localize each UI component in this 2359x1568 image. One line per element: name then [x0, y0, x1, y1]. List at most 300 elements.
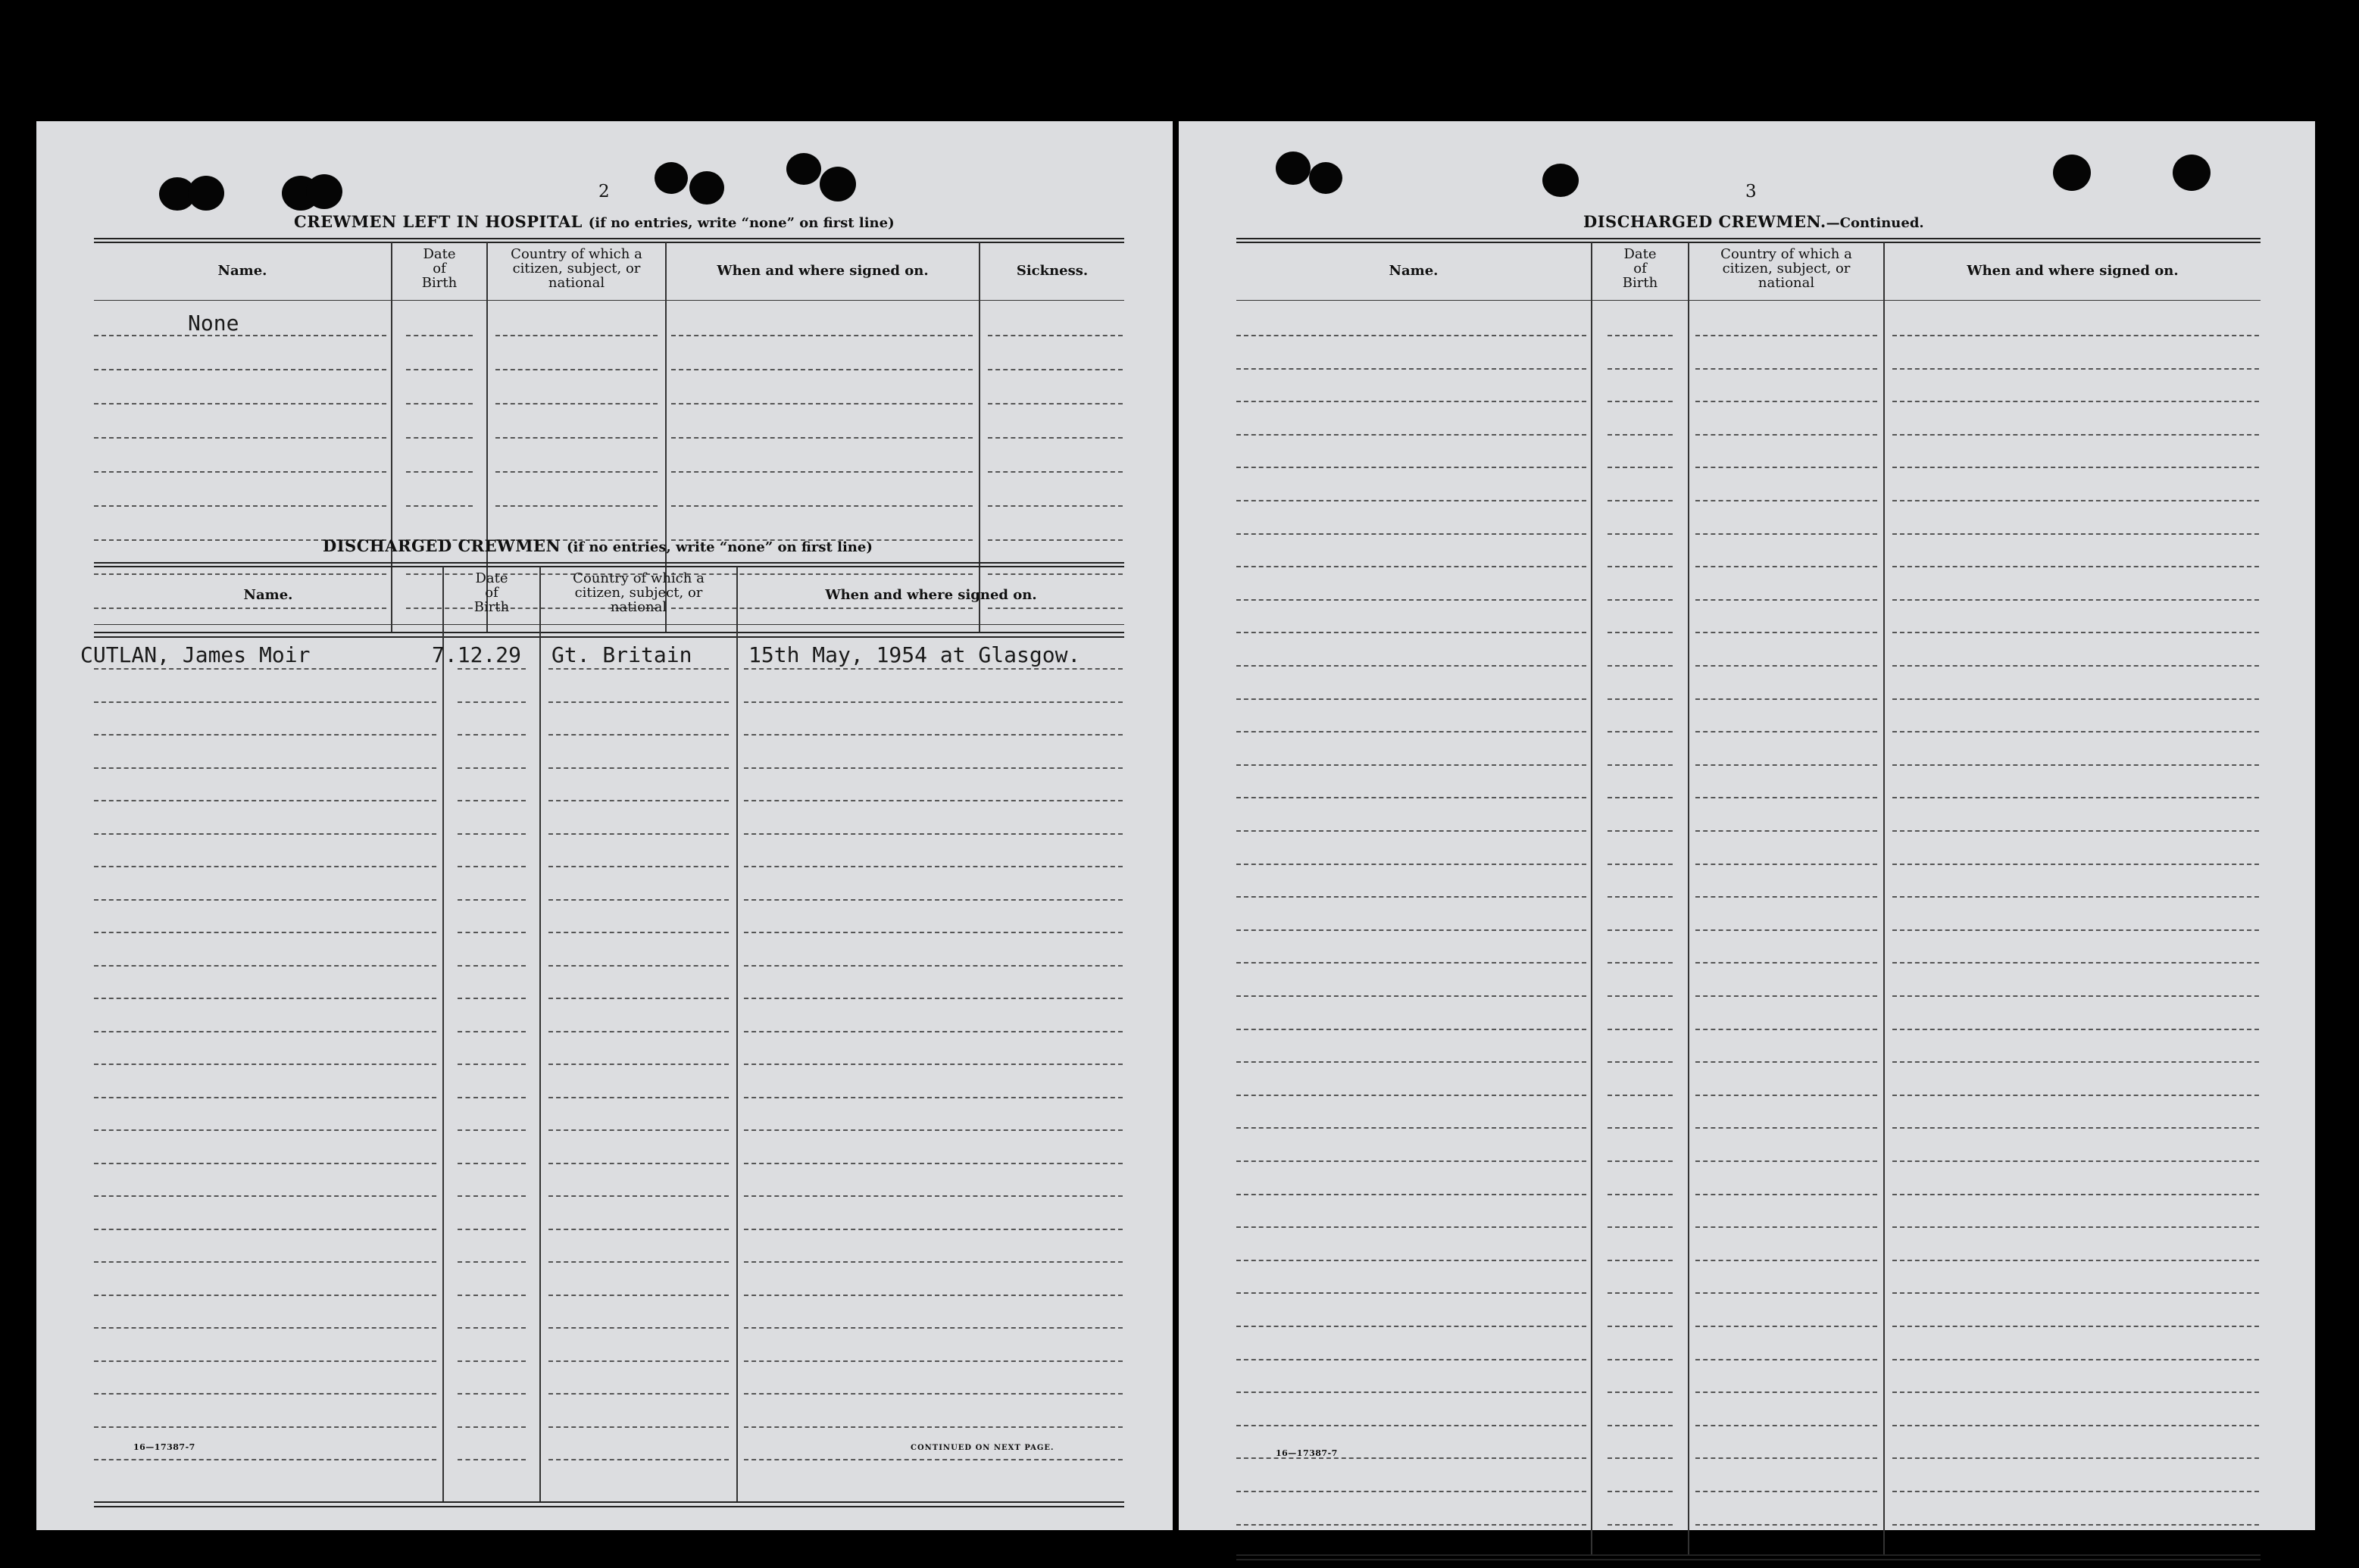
ruled-line	[1236, 731, 1586, 732]
ruled-line	[1892, 1127, 2259, 1129]
ruled-line	[458, 1129, 526, 1131]
ruled-line	[94, 505, 386, 507]
ruled-line	[1892, 864, 2259, 865]
ruled-line	[458, 965, 526, 967]
ruled-line	[94, 1393, 436, 1395]
ruled-line	[1236, 830, 1586, 832]
punch-hole	[689, 171, 724, 205]
ruled-line	[406, 369, 473, 370]
ruled-line	[495, 471, 658, 473]
ruled-line	[671, 437, 973, 439]
ruled-line	[1608, 1491, 1673, 1492]
ruled-line	[1695, 764, 1877, 766]
ruled-line	[1236, 1425, 1586, 1426]
ruled-line	[1236, 1194, 1586, 1195]
ruled-line	[1236, 962, 1586, 964]
ruled-line	[1695, 434, 1877, 436]
ruled-line	[744, 932, 1123, 933]
ruled-line	[94, 1064, 436, 1065]
ruled-line	[1608, 797, 1673, 798]
ruled-line	[1892, 599, 2259, 601]
ruled-line	[744, 1195, 1123, 1197]
ruled-line	[1608, 1260, 1673, 1261]
ruled-line	[548, 701, 729, 703]
ruled-line	[548, 965, 729, 967]
ruled-line	[988, 471, 1123, 473]
ruled-line	[1695, 1061, 1877, 1063]
ruled-line	[1892, 401, 2259, 402]
ruled-line	[744, 1459, 1123, 1460]
column-header-date-of-birth: Date of Birth	[1622, 246, 1658, 291]
ruled-line	[1608, 1524, 1673, 1526]
ruled-line	[406, 335, 473, 336]
ruled-line	[1236, 467, 1586, 468]
ruled-line	[94, 369, 386, 370]
ruled-line	[1892, 1226, 2259, 1228]
ruled-line	[1892, 1524, 2259, 1526]
ruled-line	[744, 1064, 1123, 1065]
ruled-line	[744, 1295, 1123, 1296]
ruled-line	[744, 1097, 1123, 1098]
ruled-line	[1695, 1226, 1877, 1228]
ruled-line	[94, 1295, 436, 1296]
ruled-line	[1695, 1491, 1877, 1492]
ruled-line	[458, 1459, 526, 1460]
ruled-line	[1892, 632, 2259, 633]
ruled-line	[744, 668, 1123, 670]
ruled-line	[1236, 434, 1586, 436]
ruled-line	[94, 1097, 436, 1098]
ruled-line	[1695, 731, 1877, 732]
discharged-continued-table	[1236, 238, 2261, 1568]
ruled-line	[1892, 665, 2259, 667]
ruled-line	[406, 505, 473, 507]
ruled-line	[1608, 1095, 1673, 1096]
ruled-line	[1695, 1160, 1877, 1162]
ruled-line	[1608, 1457, 1673, 1459]
ruled-line	[1608, 929, 1673, 931]
ruled-line	[1695, 995, 1877, 997]
ruled-line	[1236, 1292, 1586, 1294]
ruled-line	[744, 701, 1123, 703]
column-header-date-of-birth: Date of Birth	[473, 570, 510, 615]
ruled-line	[1695, 1029, 1877, 1030]
ruled-line	[1695, 1127, 1877, 1129]
ruled-line	[1236, 599, 1586, 601]
ruled-line	[988, 505, 1123, 507]
discharged-continued-title: DISCHARGED CREWMEN.—Continued.	[1583, 212, 1924, 231]
ruled-line	[1236, 533, 1586, 535]
ruled-line	[1695, 335, 1877, 336]
column-header-name: Name.	[1389, 263, 1439, 279]
column-header-country: Country of which a citizen, subject, or national	[1720, 246, 1852, 291]
ruled-line	[671, 505, 973, 507]
ruled-line	[1236, 1524, 1586, 1526]
ruled-line	[94, 965, 436, 967]
ruled-line	[671, 471, 973, 473]
ruled-line	[94, 1163, 436, 1164]
ruled-line	[1892, 533, 2259, 535]
ruled-line	[744, 1229, 1123, 1230]
ruled-line	[1892, 1292, 2259, 1294]
ruled-line	[744, 1031, 1123, 1032]
ruled-line	[744, 965, 1123, 967]
continued-note: CONTINUED ON NEXT PAGE.	[911, 1444, 1055, 1452]
ruled-line	[744, 1261, 1123, 1263]
discharged-section-title: DISCHARGED CREWMEN (if no entries, write “none” on first line)	[323, 536, 873, 555]
ruled-line	[744, 767, 1123, 769]
ruled-line	[1695, 533, 1877, 535]
ruled-line	[1695, 599, 1877, 601]
ruled-line	[548, 1459, 729, 1460]
ruled-line	[744, 734, 1123, 736]
ruled-line	[988, 437, 1123, 439]
ruled-line	[548, 767, 729, 769]
ruled-line	[94, 1360, 436, 1362]
page-number: 2	[598, 182, 610, 201]
ruled-line	[1608, 1425, 1673, 1426]
ruled-line	[1892, 335, 2259, 336]
ruled-line	[1608, 1359, 1673, 1360]
ruled-line	[495, 369, 658, 370]
ruled-line	[1608, 1392, 1673, 1393]
ruled-line	[458, 1261, 526, 1263]
ruled-line	[548, 668, 729, 670]
ruled-line	[1608, 1127, 1673, 1129]
ruled-line	[1695, 698, 1877, 700]
right-page	[1179, 121, 2315, 1530]
ruled-line	[94, 1327, 436, 1329]
ruled-line	[1608, 698, 1673, 700]
ruled-line	[548, 734, 729, 736]
ruled-line	[1695, 1425, 1877, 1426]
ruled-line	[1892, 1260, 2259, 1261]
ruled-line	[1892, 368, 2259, 370]
ruled-line	[671, 369, 973, 370]
left-page	[36, 121, 1173, 1530]
ruled-line	[548, 800, 729, 801]
ruled-line	[94, 471, 386, 473]
ruled-line	[1236, 566, 1586, 567]
ruled-line	[744, 833, 1123, 835]
ruled-line	[744, 1426, 1123, 1428]
ruled-line	[94, 932, 436, 933]
discharged-table	[80, 562, 1124, 1507]
punch-hole	[1542, 164, 1579, 197]
ruled-line	[744, 1163, 1123, 1164]
ruled-line	[1892, 962, 2259, 964]
column-header-country: Country of which a citizen, subject, or national	[573, 570, 705, 615]
ruled-line	[1608, 764, 1673, 766]
ruled-line	[458, 998, 526, 999]
ruled-line	[1608, 962, 1673, 964]
ruled-line	[1892, 1457, 2259, 1459]
ruled-line	[94, 668, 436, 670]
ruled-line	[1892, 566, 2259, 567]
ruled-line	[1236, 368, 1586, 370]
ruled-line	[495, 505, 658, 507]
ruled-line	[406, 471, 473, 473]
ruled-line	[1236, 1029, 1586, 1030]
ruled-line	[458, 866, 526, 867]
ruled-line	[458, 1195, 526, 1197]
column-header-sickness: Sickness.	[1016, 263, 1089, 279]
ruled-line	[1236, 896, 1586, 898]
ruled-line	[1236, 1260, 1586, 1261]
ruled-line	[744, 1327, 1123, 1329]
ruled-line	[495, 335, 658, 336]
ruled-line	[1695, 566, 1877, 567]
ruled-line	[458, 1064, 526, 1065]
ruled-line	[1695, 896, 1877, 898]
ruled-line	[94, 1229, 436, 1230]
ruled-line	[1236, 1392, 1586, 1393]
ruled-line	[1695, 401, 1877, 402]
ruled-line	[1236, 401, 1586, 402]
punch-hole	[1309, 162, 1342, 194]
form-number: 16—17387-7	[1276, 1448, 1338, 1458]
ruled-line	[1695, 1194, 1877, 1195]
ruled-line	[548, 1393, 729, 1395]
punch-hole	[1276, 151, 1311, 185]
ruled-line	[406, 437, 473, 439]
ruled-line	[94, 734, 436, 736]
punch-hole	[2053, 155, 2091, 191]
ruled-line	[1892, 1491, 2259, 1492]
ruled-line	[1608, 1029, 1673, 1030]
ruled-line	[548, 1327, 729, 1329]
ruled-line	[1608, 1194, 1673, 1195]
ruled-line	[94, 899, 436, 901]
column-header-date-of-birth: Date of Birth	[421, 246, 458, 291]
ruled-line	[94, 335, 386, 336]
ruled-line	[744, 1393, 1123, 1395]
ruled-line	[458, 1393, 526, 1395]
ruled-line	[1236, 335, 1586, 336]
ruled-line	[1608, 1160, 1673, 1162]
ruled-line	[548, 998, 729, 999]
ruled-line	[1892, 995, 2259, 997]
ruled-line	[548, 1064, 729, 1065]
ruled-line	[1236, 1095, 1586, 1096]
ruled-line	[988, 335, 1123, 336]
ruled-line	[1608, 434, 1673, 436]
punch-hole	[820, 167, 856, 201]
ruled-line	[1695, 1359, 1877, 1360]
ruled-line	[1236, 1226, 1586, 1228]
ruled-line	[1892, 1392, 2259, 1393]
ruled-line	[1695, 1095, 1877, 1096]
ruled-line	[94, 437, 386, 439]
ruled-line	[1892, 764, 2259, 766]
ruled-line	[94, 800, 436, 801]
ruled-line	[458, 1229, 526, 1230]
ruled-line	[744, 866, 1123, 867]
punch-hole	[786, 153, 821, 185]
ruled-line	[548, 866, 729, 867]
ruled-line	[1892, 929, 2259, 931]
ruled-line	[1892, 1160, 2259, 1162]
ruled-line	[548, 1031, 729, 1032]
ruled-line	[1695, 1260, 1877, 1261]
ruled-line	[458, 701, 526, 703]
ruled-line	[458, 1295, 526, 1296]
ruled-line	[1695, 797, 1877, 798]
punch-hole	[2173, 155, 2211, 191]
ruled-line	[1608, 401, 1673, 402]
ruled-line	[548, 1195, 729, 1197]
ruled-line	[1695, 368, 1877, 370]
ruled-line	[1695, 1392, 1877, 1393]
ruled-line	[988, 369, 1123, 370]
ruled-line	[94, 998, 436, 999]
ruled-line	[94, 403, 386, 404]
ruled-line	[1695, 962, 1877, 964]
ruled-line	[1608, 1292, 1673, 1294]
ruled-line	[1236, 698, 1586, 700]
ruled-line	[94, 866, 436, 867]
ruled-line	[1892, 797, 2259, 798]
ruled-line	[458, 899, 526, 901]
ruled-line	[1608, 368, 1673, 370]
ruled-line	[548, 1360, 729, 1362]
discharged-entry-name: CUTLAN, James Moir	[80, 642, 311, 667]
ruled-line	[458, 1163, 526, 1164]
ruled-line	[548, 899, 729, 901]
ruled-line	[1892, 500, 2259, 501]
ruled-line	[1892, 1359, 2259, 1360]
ruled-line	[1892, 1095, 2259, 1096]
ruled-line	[458, 767, 526, 769]
ruled-line	[1695, 1524, 1877, 1526]
ruled-line	[94, 1195, 436, 1197]
column-header-signed-on: When and where signed on.	[1967, 263, 2179, 279]
ruled-line	[1236, 929, 1586, 931]
ruled-line	[1236, 1061, 1586, 1063]
ruled-line	[548, 1426, 729, 1428]
ruled-line	[458, 1031, 526, 1032]
ruled-line	[495, 437, 658, 439]
discharged-entry-country: Gt. Britain	[551, 642, 692, 667]
ruled-line	[1892, 434, 2259, 436]
ruled-line	[1892, 698, 2259, 700]
ruled-line	[988, 539, 1123, 541]
ruled-line	[1892, 1194, 2259, 1195]
ruled-line	[94, 767, 436, 769]
ruled-line	[744, 1360, 1123, 1362]
ruled-line	[1608, 1226, 1673, 1228]
ruled-line	[1608, 665, 1673, 667]
column-header-name: Name.	[217, 263, 267, 279]
ruled-line	[1892, 1326, 2259, 1327]
ruled-line	[1892, 896, 2259, 898]
ruled-line	[458, 734, 526, 736]
ruled-line	[1695, 1292, 1877, 1294]
ruled-line	[1236, 1326, 1586, 1327]
discharged-entry-date-of-birth: 7.12.29	[432, 642, 522, 667]
ruled-line	[1608, 896, 1673, 898]
hospital-section-title: CREWMEN LEFT IN HOSPITAL (if no entries, write “none” on first line)	[294, 212, 895, 231]
form-number: 16—17387-7	[133, 1442, 195, 1452]
punch-hole	[655, 162, 688, 194]
discharged-entry-signed-on: 15th May, 1954 at Glasgow.	[748, 642, 1081, 667]
ruled-line	[988, 403, 1123, 404]
ruled-line	[94, 1129, 436, 1131]
ruled-line	[495, 403, 658, 404]
ruled-line	[1236, 500, 1586, 501]
ruled-line	[1608, 632, 1673, 633]
ruled-line	[1695, 500, 1877, 501]
ruled-line	[744, 899, 1123, 901]
ruled-line	[1236, 1160, 1586, 1162]
ruled-line	[1892, 731, 2259, 732]
ruled-line	[1892, 830, 2259, 832]
ruled-line	[1695, 864, 1877, 865]
ruled-line	[1695, 665, 1877, 667]
ruled-line	[548, 833, 729, 835]
ruled-line	[671, 403, 973, 404]
ruled-line	[1608, 1061, 1673, 1063]
ruled-line	[1892, 467, 2259, 468]
ruled-line	[548, 932, 729, 933]
ruled-line	[1695, 1326, 1877, 1327]
ruled-line	[1236, 995, 1586, 997]
ruled-line	[548, 1097, 729, 1098]
ruled-line	[1695, 467, 1877, 468]
ruled-line	[1608, 599, 1673, 601]
ruled-line	[458, 668, 526, 670]
ruled-line	[1236, 797, 1586, 798]
ruled-line	[548, 1129, 729, 1131]
ruled-line	[1608, 467, 1673, 468]
ruled-line	[744, 998, 1123, 999]
ruled-line	[406, 403, 473, 404]
ruled-line	[94, 1426, 436, 1428]
column-header-country: Country of which a citizen, subject, or national	[511, 246, 642, 291]
ruled-line	[1236, 1127, 1586, 1129]
ruled-line	[1236, 1491, 1586, 1492]
ruled-line	[1892, 1425, 2259, 1426]
ruled-line	[1695, 1457, 1877, 1459]
ruled-line	[458, 800, 526, 801]
ruled-line	[671, 335, 973, 336]
punch-hole	[306, 174, 342, 209]
ruled-line	[744, 1129, 1123, 1131]
ruled-line	[1236, 1359, 1586, 1360]
ruled-line	[1608, 533, 1673, 535]
ruled-line	[1608, 1326, 1673, 1327]
hospital-entry-name: None	[188, 311, 239, 336]
ruled-line	[458, 1097, 526, 1098]
ruled-line	[1608, 995, 1673, 997]
ruled-line	[1608, 830, 1673, 832]
ruled-line	[1608, 566, 1673, 567]
ruled-line	[1608, 731, 1673, 732]
ruled-line	[1608, 335, 1673, 336]
ruled-line	[458, 1426, 526, 1428]
ruled-line	[458, 1360, 526, 1362]
ruled-line	[94, 1261, 436, 1263]
ruled-line	[1236, 632, 1586, 633]
ruled-line	[548, 1229, 729, 1230]
column-header-name: Name.	[243, 587, 293, 603]
ruled-line	[548, 1261, 729, 1263]
column-header-signed-on: When and where signed on.	[825, 587, 1037, 603]
ruled-line	[1608, 864, 1673, 865]
ruled-line	[1695, 929, 1877, 931]
ruled-line	[1236, 864, 1586, 865]
ruled-line	[1695, 632, 1877, 633]
